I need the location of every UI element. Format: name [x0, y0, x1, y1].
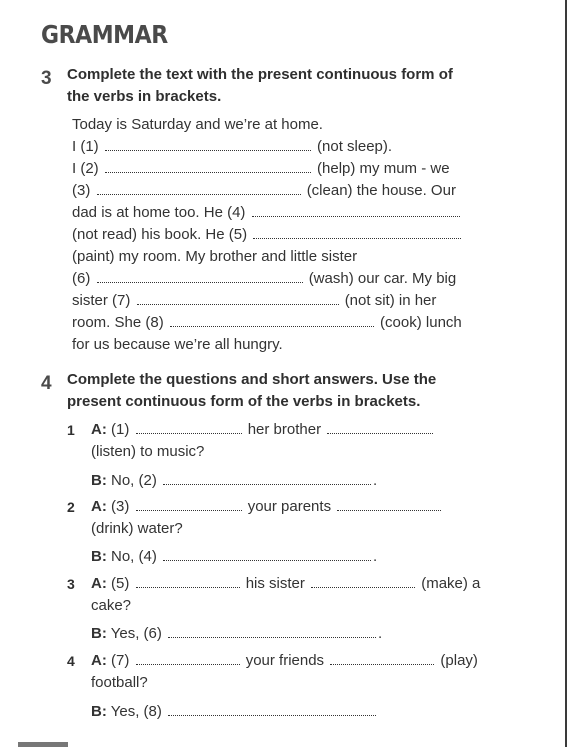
speaker-label: A:	[91, 421, 107, 438]
answer-blank-7[interactable]	[137, 291, 339, 305]
answer-blank-q8[interactable]	[168, 702, 376, 716]
question-continuation: cake?	[91, 597, 132, 614]
answer-b-line	[91, 470, 377, 492]
text-segment: (5)	[111, 575, 130, 592]
answer-blank-q2[interactable]	[163, 471, 371, 485]
text-segment: (help) my mum - we	[317, 160, 450, 177]
text-segment: .	[373, 548, 378, 565]
question-number: 3	[67, 576, 75, 592]
text-segment: (make) a	[421, 575, 481, 592]
question-continuation: (listen) to music?	[91, 443, 205, 460]
answer-blank-q3b[interactable]	[337, 497, 441, 511]
answer-blank-q1[interactable]	[136, 420, 242, 434]
text-segment: (wash) our car. My big	[308, 270, 457, 287]
text-segment: (3)	[111, 498, 130, 515]
speaker-label: A:	[91, 652, 107, 669]
text-segment: .	[373, 472, 378, 489]
question-a-line	[91, 419, 435, 441]
text-segment: (6)	[72, 270, 91, 287]
section-title: GRAMMAR	[41, 20, 168, 49]
text-segment: (not sit) in her	[344, 292, 437, 309]
text-segment: .	[378, 625, 383, 642]
answer-blank-5[interactable]	[253, 225, 461, 239]
text-segment: his sister	[245, 575, 305, 592]
text-line	[72, 290, 436, 312]
question-number: 4	[67, 653, 75, 669]
speaker-label: B:	[91, 472, 107, 489]
speaker-label: B:	[91, 548, 107, 565]
answer-blank-q4[interactable]	[163, 547, 371, 561]
speaker-label: A:	[91, 498, 107, 515]
text-segment: (1)	[111, 421, 130, 438]
page-edge-line	[565, 0, 567, 747]
answer-blank-1[interactable]	[105, 137, 311, 151]
speaker-label: B:	[91, 625, 107, 642]
text-segment: (play)	[440, 652, 478, 669]
text-segment: No, (4)	[111, 548, 157, 565]
text-segment: No, (2)	[111, 472, 157, 489]
question-continuation: football?	[91, 674, 148, 691]
text-segment: dad is at home too. He (4)	[72, 204, 246, 221]
answer-blank-q5[interactable]	[136, 574, 240, 588]
exercise-number: 3	[41, 68, 52, 89]
text-line	[72, 312, 462, 334]
text-line	[72, 224, 463, 246]
text-line	[72, 268, 456, 290]
answer-blank-4[interactable]	[252, 203, 460, 217]
text-segment: (3)	[72, 182, 91, 199]
text-segment: (cook) lunch	[380, 314, 462, 331]
speaker-label: B:	[91, 703, 107, 720]
speaker-label: A:	[91, 575, 107, 592]
text-segment: sister (7)	[72, 292, 131, 309]
text-line: Today is Saturday and we’re at home.	[72, 116, 323, 133]
instruction-line: the verbs in brackets.	[67, 88, 222, 105]
answer-blank-2[interactable]	[105, 159, 311, 173]
question-continuation: (drink) water?	[91, 520, 183, 537]
instruction-line: Complete the text with the present continuous form of	[67, 66, 453, 83]
answer-b-line	[91, 546, 377, 568]
text-line: (paint) my room. My brother and little sister	[72, 248, 358, 265]
text-segment: Yes, (8)	[110, 703, 162, 720]
text-segment: (clean) the house. Our	[306, 182, 456, 199]
answer-blank-q5b[interactable]	[311, 574, 415, 588]
text-line	[72, 158, 450, 180]
text-segment: I (2)	[72, 160, 99, 177]
text-segment: your friends	[245, 652, 325, 669]
text-line	[72, 202, 462, 224]
question-a-line	[91, 650, 478, 672]
question-number: 1	[67, 422, 75, 438]
answer-blank-q7[interactable]	[136, 651, 240, 665]
question-number: 2	[67, 499, 75, 515]
answer-blank-q3[interactable]	[136, 497, 242, 511]
answer-blank-3[interactable]	[97, 181, 301, 195]
text-segment: (7)	[111, 652, 130, 669]
text-segment: Yes, (6)	[110, 625, 162, 642]
instruction-line: present continuous form of the verbs in brackets.	[67, 393, 421, 410]
text-segment: your parents	[247, 498, 332, 515]
text-line	[72, 180, 456, 202]
text-segment: room. She (8)	[72, 314, 164, 331]
text-segment: (not sleep).	[317, 138, 393, 155]
text-segment: her brother	[247, 421, 322, 438]
answer-b-line	[91, 623, 382, 645]
answer-blank-q1b[interactable]	[327, 420, 433, 434]
question-a-line	[91, 573, 480, 595]
question-a-line	[91, 496, 443, 518]
text-line	[72, 136, 392, 158]
exercise-instruction	[67, 64, 453, 108]
answer-blank-6[interactable]	[97, 269, 303, 283]
answer-blank-8[interactable]	[170, 313, 374, 327]
text-segment: I (1)	[72, 138, 99, 155]
answer-b-line	[91, 701, 378, 723]
answer-blank-q7b[interactable]	[330, 651, 434, 665]
exercise-instruction	[67, 369, 436, 413]
text-segment: (not read) his book. He (5)	[72, 226, 248, 243]
page-footer-tab	[18, 742, 68, 747]
text-line: for us because we’re all hungry.	[72, 336, 283, 353]
instruction-line: Complete the questions and short answers. Use the	[67, 371, 437, 388]
exercise-number: 4	[41, 373, 52, 394]
answer-blank-q6[interactable]	[168, 624, 376, 638]
